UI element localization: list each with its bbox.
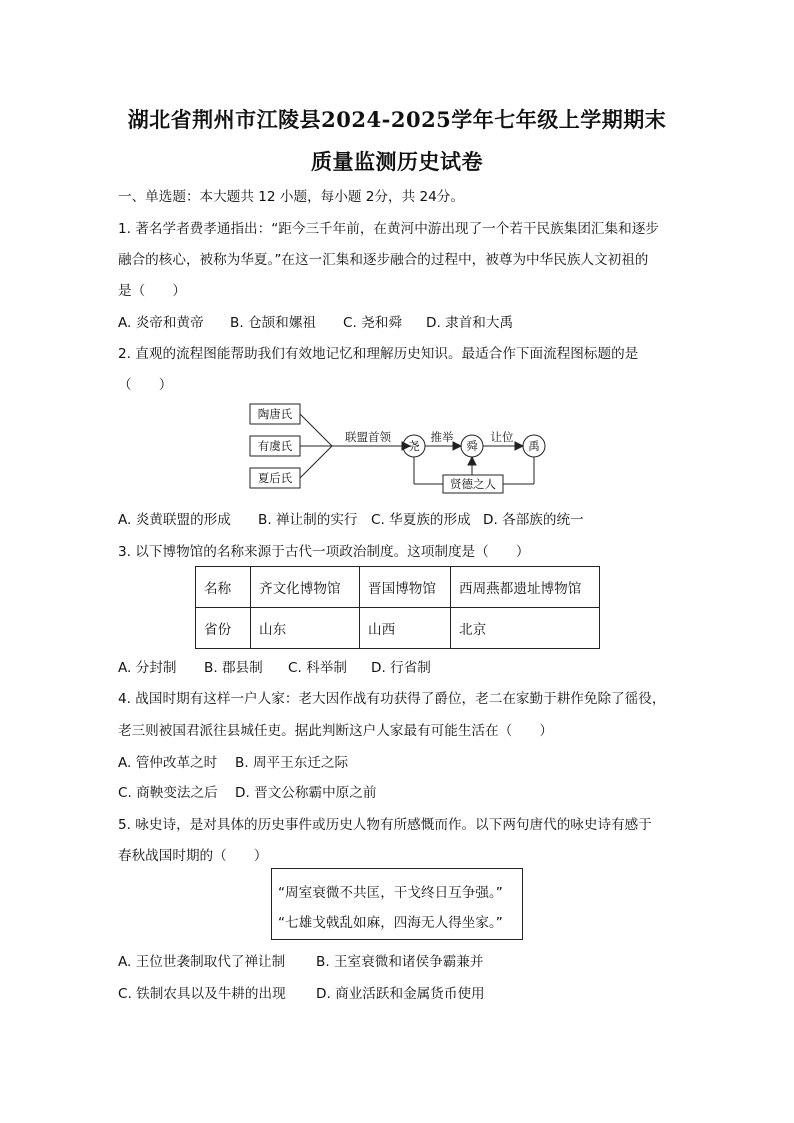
table-cell: 晋国博物馆 — [360, 567, 451, 608]
q1-option-b: B. 仓颉和嫘祖 — [230, 315, 316, 331]
tribe-label-xiahou: 夏后氏 — [257, 471, 293, 485]
virtuous-label: 贤德之人 — [450, 477, 496, 491]
q3-option-a: A. 分封制 — [118, 660, 177, 676]
q5-option-d: D. 商业活跃和金属货币使用 — [316, 986, 485, 1002]
q2-stem-line2: （ ） — [118, 377, 173, 393]
poem-line-1: “周室衰微不共匡，干戈终日互争强。” — [278, 885, 503, 901]
label-alliance-leader: 联盟首领 — [345, 430, 391, 444]
label-abdicate: 让位 — [490, 430, 514, 444]
q5-stem-line2: 春秋战国时期的（ ） — [118, 848, 268, 864]
table-cell: 山西 — [360, 608, 451, 649]
q5-option-c: C. 铁制农具以及牛耕的出现 — [118, 986, 286, 1002]
tribe-label-youyu: 有虞氏 — [257, 439, 293, 453]
q1-option-a: A. 炎帝和黄帝 — [118, 315, 204, 331]
q3-museum-table — [195, 566, 600, 649]
table-cell: 省份 — [196, 608, 251, 649]
q1-stem-line1: 1. 著名学者费孝通指出：“距今三千年前，在黄河中游出现了一个若干民族集团汇集和逐步 — [118, 221, 659, 237]
q3-option-b: B. 郡县制 — [204, 660, 263, 676]
q4-option-a: A. 管仲改革之时 — [118, 755, 218, 771]
node-yao-label: 尧 — [408, 439, 420, 453]
table-cell: 西周燕都遗址博物馆 — [451, 567, 600, 608]
q5-option-a: A. 王位世袭制取代了禅让制 — [118, 954, 286, 970]
table-row — [196, 608, 600, 649]
q5-stem-line1: 5. 咏史诗，是对具体的历史事件或历史人物有所感慨而作。以下两句唐代的咏史诗有感于 — [118, 817, 652, 833]
q4-option-d: D. 晋文公称霸中原之前 — [235, 785, 377, 801]
table-row — [196, 567, 600, 608]
tribe-label-taotang: 陶唐氏 — [257, 407, 293, 421]
table-cell: 齐文化博物馆 — [251, 567, 360, 608]
q4-option-c: C. 商鞅变法之后 — [118, 785, 218, 801]
section-heading: 一、单选题：本大题共 12 小题，每小题 2分，共 24分。 — [118, 189, 464, 205]
node-yu-label: 禹 — [528, 439, 540, 453]
node-shun-label: 舜 — [466, 439, 478, 453]
q2-option-d: D. 各部族的统一 — [483, 512, 584, 528]
q2-option-a: A. 炎黄联盟的形成 — [118, 512, 231, 528]
poem-line-2: “七雄戈戟乱如麻，四海无人得坐家。” — [278, 915, 503, 931]
q4-stem-line2: 老三则被国君派往县城任吏。据此判断这户人家最有可能生活在（ ） — [118, 723, 553, 739]
q5-poem-box — [271, 868, 523, 940]
q2-option-c: C. 华夏族的形成 — [371, 512, 471, 528]
table-cell: 名称 — [196, 567, 251, 608]
label-recommend: 推举 — [430, 430, 454, 444]
table-cell: 北京 — [451, 608, 600, 649]
q1-stem-line2: 融合的核心，被称为华夏。”在这一汇集和逐步融合的过程中，被尊为中华民族人文初祖的 — [118, 252, 649, 268]
table-cell: 山东 — [251, 608, 360, 649]
q3-option-d: D. 行省制 — [371, 660, 431, 676]
q4-stem-line1: 4. 战国时期有这样一户人家：老大因作战有功获得了爵位，老二在家勤于耕作免除了徭役， — [118, 691, 666, 707]
q5-option-b: B. 王室衰微和诸侯争霸兼并 — [316, 954, 484, 970]
q3-option-c: C. 科举制 — [288, 660, 347, 676]
q4-option-b: B. 周平王东迁之际 — [235, 755, 349, 771]
q2-flow-diagram — [240, 398, 560, 498]
q1-option-d: D. 隶首和大禹 — [426, 315, 514, 331]
exam-title-line2: 质量监测历史试卷 — [311, 149, 483, 174]
q2-stem-line1: 2. 直观的流程图能帮助我们有效地记忆和理解历史知识。最适合作下面流程图标题的是 — [118, 346, 639, 362]
exam-title-line1: 湖北省荆州市江陵县2024-2025学年七年级上学期期末 — [127, 107, 667, 132]
q3-stem-line1: 3. 以下博物馆的名称来源于古代一项政治制度。这项制度是（ ） — [118, 544, 530, 560]
q1-option-c: C. 尧和舜 — [343, 315, 402, 331]
q1-stem-line3: 是（ ） — [118, 283, 186, 299]
q2-option-b: B. 禅让制的实行 — [258, 512, 358, 528]
